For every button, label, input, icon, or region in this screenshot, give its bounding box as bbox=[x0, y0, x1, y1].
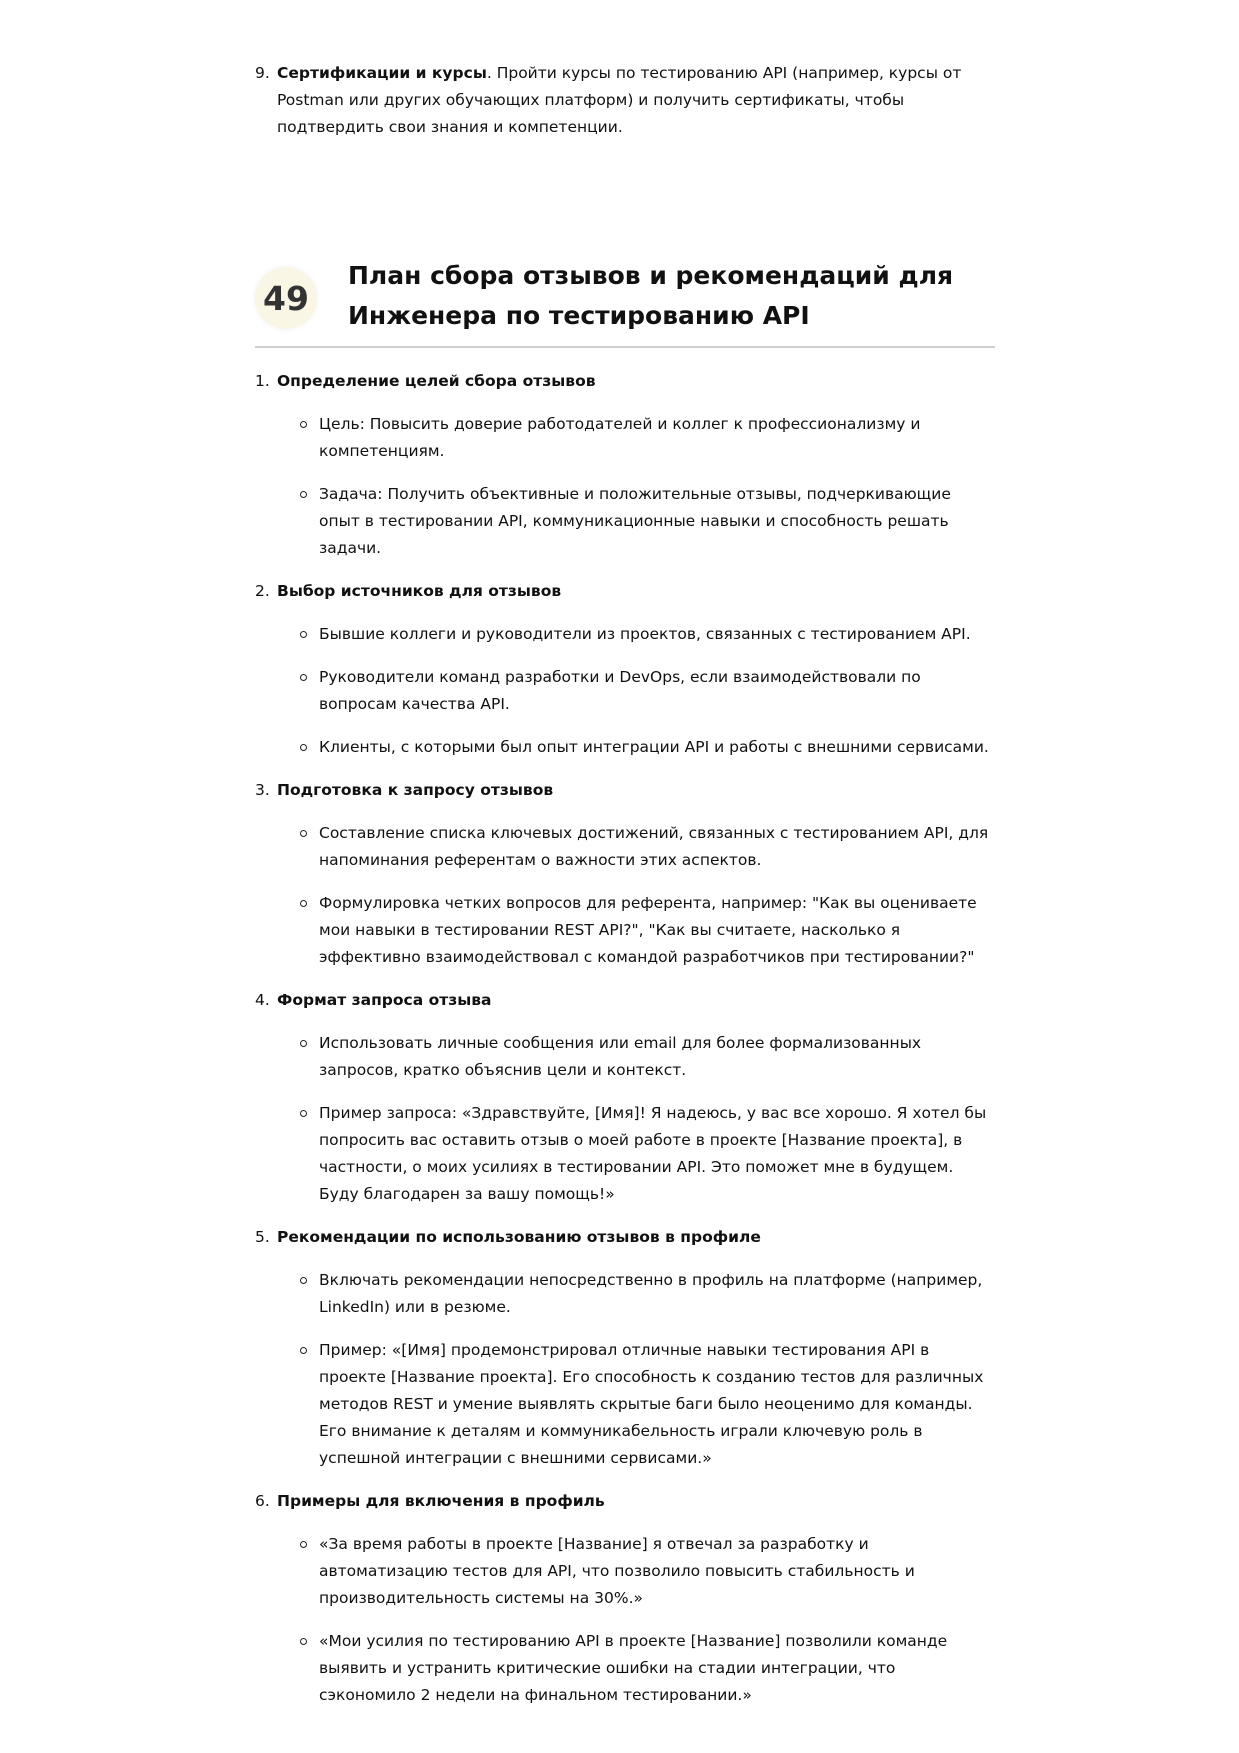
sub-list-item-text: Включать рекомендации непосредственно в профиль на платформе (например, LinkedIn) или в резюме. bbox=[319, 1271, 983, 1316]
list-item-number: 4. bbox=[255, 991, 270, 1009]
list-item-heading bbox=[255, 1488, 995, 1515]
bullet-icon bbox=[300, 1541, 307, 1548]
sub-list-item bbox=[319, 411, 995, 465]
list-item-number: 3. bbox=[255, 781, 270, 799]
sub-list-item-text: Клиенты, с которыми был опыт интеграции API и работы с внешними сервисами. bbox=[319, 738, 989, 756]
list-item-text: . Пройти курсы по тестированию API (например, курсы от Postman или других обучающих платформ) и получить сертификаты, чтобы подтвердить свои знания и компетенции. bbox=[277, 64, 962, 136]
sub-list-item-text: Составление списка ключевых достижений, связанных с тестированием API, для напоминания референтам о важности этих аспектов. bbox=[319, 824, 989, 869]
list-item bbox=[255, 987, 995, 1208]
list-item bbox=[255, 1224, 995, 1472]
sub-list-item-text: Руководители команд разработки и DevOps, если взаимодействовали по вопросам качества API. bbox=[319, 668, 921, 713]
sub-list-item bbox=[319, 734, 995, 761]
sub-list-item bbox=[319, 1267, 995, 1321]
bullet-icon bbox=[300, 744, 307, 751]
list-item-title: Сертификации и курсы bbox=[277, 64, 487, 82]
sub-list-item-text: Пример запроса: «Здравствуйте, [Имя]! Я надеюсь, у вас все хорошо. Я хотел бы попросить вас оставить отзыв о моей работе в проекте [Название проекта], в частности, о моих усилиях в тестировании API. Это поможет мне в будущем. Буду благодарен за вашу помощь!» bbox=[319, 1104, 987, 1203]
section-title bbox=[348, 256, 988, 336]
sub-list-item bbox=[319, 890, 995, 971]
bullet-icon bbox=[300, 421, 307, 428]
list-item bbox=[255, 368, 995, 562]
numbered-list bbox=[255, 368, 995, 1725]
list-item-title: Рекомендации по использованию отзывов в профиле bbox=[277, 1228, 761, 1246]
sub-list-item-text: Цель: Повысить доверие работодателей и коллег к профессионализму и компетенциям. bbox=[319, 415, 921, 460]
sub-list-item-text: Задача: Получить объективные и положительные отзывы, подчеркивающие опыт в тестировании API, коммуникационные навыки и способность решать задачи. bbox=[319, 485, 951, 557]
bullet-icon bbox=[300, 1347, 307, 1354]
bullet-icon bbox=[300, 631, 307, 638]
list-item-title: Примеры для включения в профиль bbox=[277, 1492, 605, 1510]
sub-list-item-text: «За время работы в проекте [Название] я отвечал за разработку и автоматизацию тестов для API, что позволило повысить стабильность и производительность системы на 30%.» bbox=[319, 1535, 915, 1607]
sub-list-item-text: Пример: «[Имя] продемонстрировал отличные навыки тестирования API в проекте [Название проекта]. Его способность к созданию тестов для различных методов REST и умение выявлять скрытые баги было неоценимо для команды. Его внимание к деталям и коммуникабельность играли ключевую роль в успешной интеграции с внешними сервисами.» bbox=[319, 1341, 984, 1467]
sub-list-item bbox=[319, 621, 995, 648]
list-item-number: 5. bbox=[255, 1228, 270, 1246]
sub-list-item-text: Бывшие коллеги и руководители из проектов, связанных с тестированием API. bbox=[319, 625, 971, 643]
sub-list-item bbox=[319, 1337, 995, 1472]
bullet-icon bbox=[300, 674, 307, 681]
list-item-title: Формат запроса отзыва bbox=[277, 991, 492, 1009]
bullet-icon bbox=[300, 1110, 307, 1117]
sub-list-item bbox=[319, 820, 995, 874]
list-item-heading bbox=[255, 987, 995, 1014]
list-item bbox=[255, 1488, 995, 1709]
bullet-icon bbox=[300, 830, 307, 837]
list-item bbox=[255, 777, 995, 971]
list-item-title: Подготовка к запросу отзывов bbox=[277, 781, 554, 799]
list-item-title: Определение целей сбора отзывов bbox=[277, 372, 596, 390]
section-header bbox=[255, 250, 995, 348]
sub-list-item bbox=[319, 481, 995, 562]
sub-list-item-text: Формулировка четких вопросов для референта, например: "Как вы оцениваете мои навыки в тестировании REST API?", "Как вы считаете, насколько я эффективно взаимодействовал с командой разработчиков при тестировании?" bbox=[319, 894, 977, 966]
list-item-heading bbox=[255, 368, 995, 395]
list-item-number: 1. bbox=[255, 372, 270, 390]
list-item-heading bbox=[255, 1224, 995, 1251]
bullet-icon bbox=[300, 900, 307, 907]
list-item-heading bbox=[255, 578, 995, 605]
sub-list-item bbox=[319, 664, 995, 718]
list-item bbox=[255, 578, 995, 761]
sub-list-item bbox=[319, 1100, 995, 1208]
bullet-icon bbox=[300, 1638, 307, 1645]
list-item-heading bbox=[255, 777, 995, 804]
section-title-line-2: Инженера по тестированию API bbox=[348, 301, 810, 330]
sub-list-item bbox=[319, 1628, 995, 1709]
list-item-number: 9. bbox=[255, 64, 270, 82]
bullet-icon bbox=[300, 1277, 307, 1284]
section-title-line-1: План сбора отзывов и рекомендаций для bbox=[348, 261, 954, 290]
sub-list-item-text: «Мои усилия по тестированию API в проекте [Название] позволили команде выявить и устранить критические ошибки на стадии интеграции, что сэкономило 2 недели на финальном тестировании.» bbox=[319, 1632, 948, 1704]
list-item-9 bbox=[255, 60, 995, 141]
sub-list-item bbox=[319, 1531, 995, 1612]
list-item-title: Выбор источников для отзывов bbox=[277, 582, 562, 600]
bullet-icon bbox=[300, 491, 307, 498]
bullet-icon bbox=[300, 1040, 307, 1047]
sub-list-item bbox=[319, 1030, 995, 1084]
list-item-number: 2. bbox=[255, 582, 270, 600]
list-item-number: 6. bbox=[255, 1492, 270, 1510]
section-number-badge: 49 bbox=[255, 267, 317, 329]
sub-list-item-text: Использовать личные сообщения или email для более формализованных запросов, кратко объяснив цели и контекст. bbox=[319, 1034, 922, 1079]
